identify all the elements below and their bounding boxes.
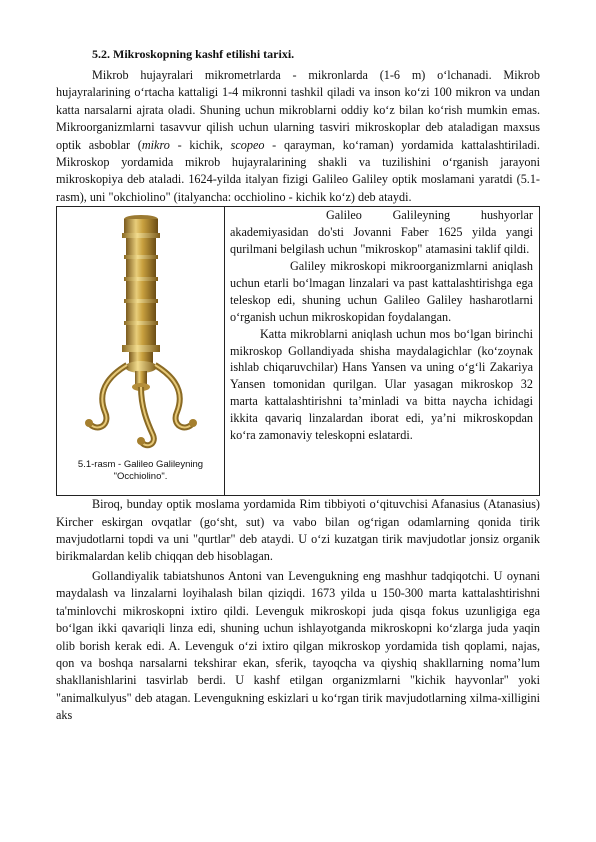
section-heading: 5.2. Mikroskopning kashf etilishi tarixi.	[92, 47, 295, 61]
figure-caption: 5.1-rasm - Galileo Galileyning "Occhiolino".	[77, 459, 204, 483]
intro-text-b: - kichik,	[169, 137, 231, 152]
paragraph-intro	[56, 67, 540, 206]
intro-text-a: Mikrob hujayralari mikrometrlarda - mikronlarda (1-6 m) o‘lchanadi. Mikrob hujayralarining o‘rtacha kattaligi 1-4 mikronni tashkil qiladi va inson ko‘zi 100 mikron va undan katta narsalarni ajrata oladi. Shuning uchun mikroblarni oddiy ko‘z bilan ko‘rish mumkin emas. Mikroorganizmlarni tasavvur qilish uchun ularning tasviri mikroskoplar deb ataladigan maxsus optik asboblar (	[56, 68, 540, 152]
side-paragraph-2: Galiley mikroskopi mikroorganizmlarni aniqlash uchun etarli bo‘lmagan linzalari va past kattalashtirishga ega teleskop edi, shuning uchun Galileo Galiley hasharotlarni o‘rganish uchun mikroskopidan foydalangan.	[230, 258, 533, 324]
side-paragraph-3: Katta mikroblarni aniqlash uchun mos bo‘lgan birinchi mikroskop Gollandiyada shisha maydalagichlar (ko‘zoynak ishlab chiqaruvchilar) Hans Yansen va uning o‘g‘li Zakariya Yansen tomonidan qurilgan. Ular yasagan mikroskop 32 marta kattalashtirishni ta’minladi va bitta naycha ichidagi ikkita qavariq linzalardan iborat edi, ya’ni mikroskopdan ko‘ra zamonaviy teleskopni eslatardi.	[230, 326, 533, 443]
term-mikro: mikro	[141, 137, 170, 152]
figure-table	[56, 206, 540, 496]
page-content	[56, 46, 540, 725]
figure-cell	[57, 207, 225, 495]
figure-side-text	[225, 207, 539, 495]
intro-text-c: - qarayman, ko‘raman) yordamida kattalashtiriladi. Mikroskop yordamida mikrob hujayralarining shakli va tuzilishini o‘rganish jarayoni mikroskopiya deb ataladi. 1624-yilda italyan fizigi Galileo Galiley optik moslamani yaratdi (5.1-rasm), uni "okchiolino" (italyancha: occhiolino - kichik ko‘z) deb ataydi.	[56, 137, 540, 204]
side-paragraph-1: Galileo Galileyning hushyorlar akademiyasidan do'sti Jovanni Faber 1625 yilda yangi qurilmani belgilash uchun "mikroskop" atamasini taklif qildi.	[230, 208, 533, 257]
paragraph-levenguk: Gollandiyalik tabiatshunos Antoni van Levengukning eng mashhur tadqiqotchi. U oynani maydalash va linzalarni loyihalash bilan qiziqdi. 1673 yilda u 150-300 marta kattalashtirishni ta'minlovchi mikroskopni ixtiro qildi. Levenguk mikroskopi juda qisqa fokus uzunligiga ega bo‘lgan ikki qavariqli linza edi, shuning uchun ishlayotganda mikroskopni ko‘zlarga juda yaqin olib borish kerak edi. A. Levenguk o‘zi ixtiro qilgan mikroskop yordamida tish qoplami, najas, qon va boshqa narsalarni tekshirar ekan, sferik, tayoqcha va qiyshiq shakllarning noma’lum shakllanishlarini tasvirlab berdi. U kashf etilgan organizmlarni "kichik hayvonlar" yoki "animalkulyus" deb atagan. Levengukning eskizlari u ko‘rgan tirik mavjudotlarning xilma-xilligini aks	[56, 568, 540, 723]
microscope-image	[57, 207, 224, 457]
paragraph-kircher: Biroq, bunday optik moslama yordamida Rim tibbiyoti o‘qituvchisi Afanasius (Atanasius) Kircher eskirgan ovqatlar (go‘sht, sut) va vabo bilan og‘rigan odamlarning qonida tirik mavjudotlarni topdi va uni "qurtlar" deb ataydi. U o‘zi kuzatgan tirik mavjudotlar jonsiz organik birikmalardan kelib chiqqan deb hisoblagan.	[56, 497, 540, 564]
term-scopeo: scopeo	[230, 137, 265, 152]
